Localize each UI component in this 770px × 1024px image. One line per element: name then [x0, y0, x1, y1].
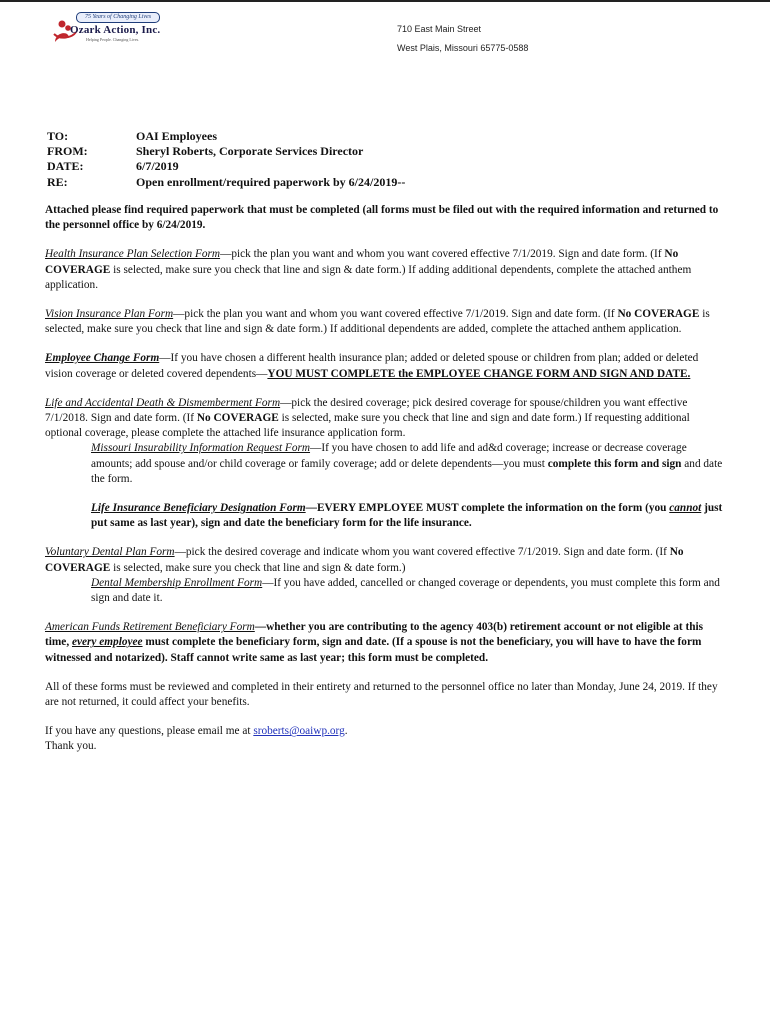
- vision-paragraph: Vision Insurance Plan Form—pick the plan you want and whom you want covered effective 7/1/2019. Sign and date form. (If No COVERAGE is selected, make sure you check that line and sign & date form.) If additional dependents are added, complete the attached anthem application.: [45, 308, 710, 336]
- letterhead-address: [397, 20, 528, 58]
- intro-paragraph: Attached please find required paperwork that must be completed (all forms must be filed out with the required information and returned to the personnel office by 6/24/2019.: [45, 204, 719, 232]
- health-paragraph: Health Insurance Plan Selection Form—pick the plan you want and whom you want covered effective 7/1/2019. Sign and date form. (If No COVERAGE is selected, make sure you check that line and sign & date form.) If adding additional dependents, complete the attached anthem application.: [45, 248, 692, 291]
- vision-form-title: Vision Insurance Plan Form: [45, 308, 174, 321]
- no-coverage-text: No COVERAGE: [45, 546, 684, 574]
- must-complete-text: YOU MUST COMPLETE the EMPLOYEE CHANGE FORM AND SIGN AND DATE.: [267, 367, 691, 380]
- questions-paragraph: If you have any questions, please email me at sroberts@oaiwp.org.: [45, 725, 348, 738]
- address-line-2: West Plais, Missouri 65775-0588: [397, 43, 529, 53]
- no-coverage-text: No COVERAGE: [196, 412, 279, 425]
- logo-banner: 75 Years of Changing Lives: [76, 12, 160, 23]
- memo-date-label: DATE:: [47, 159, 84, 174]
- memo-re-value: Open enrollment/required paperwork by 6/24/2019--: [136, 174, 406, 189]
- life-paragraph: Life and Accidental Death & Dismemberment Form—pick the desired coverage; pick desired coverage for spouse/children you want effective 7/1/2018. Sign and date form. (If No COVERAGE is selected, make sure you check that line and sign and date form.) If requesting additional optional coverage, please complete the attached life insurance application form.: [45, 396, 690, 440]
- dental-form-title: Voluntary Dental Plan Form: [45, 546, 175, 559]
- american-funds-paragraph: American Funds Retirement Beneficiary Form—whether you are contributing to the agency 403(b) retirement account or not eligible at this time, every employee must complete the beneficiary form, sign and date. (If a spouse is not the beneficiary, you will have to have the form witnessed and notarized). Staff cannot write same as last year; this form must be completed.: [45, 621, 704, 664]
- email-link[interactable]: sroberts@oaiwp.org: [253, 725, 345, 738]
- missouri-paragraph: Missouri Insurability Information Request Form—If you have chosen to add life and ad&d coverage; increase or decrease coverage amounts; add spouse and/or child coverage or family coverage; add or delete dependents—you must complete this form and sign and date the form.: [91, 442, 723, 485]
- memo-from-label: FROM:: [47, 144, 88, 159]
- beneficiary-paragraph: Life Insurance Beneficiary Designation Form—EVERY EMPLOYEE MUST complete the information on the form (you cannot just put same as last year), sign and date the beneficiary form for the life insurance.: [91, 502, 723, 530]
- memo-to-label: TO:: [47, 129, 69, 143]
- no-coverage-text: No COVERAGE: [45, 248, 679, 276]
- dental-membership-form-title: Dental Membership Enrollment Form: [91, 576, 263, 589]
- logo-name: Ozark Action, Inc.: [70, 24, 161, 36]
- beneficiary-form-title: Life Insurance Beneficiary Designation Form: [91, 502, 306, 515]
- top-border: [0, 0, 770, 2]
- american-funds-form-title: American Funds Retirement Beneficiary Form: [45, 621, 255, 634]
- health-form-title: Health Insurance Plan Selection Form: [45, 248, 221, 261]
- memo-re-label: RE:: [47, 174, 68, 189]
- closing-paragraph: All of these forms must be reviewed and completed in their entirety and returned to the personnel office no later than Monday, June 24, 2019. If they are not returned, it could affect your benefits.: [45, 680, 718, 709]
- thank-you-text: Thank you.: [45, 740, 97, 753]
- ozark-action-logo: [52, 10, 162, 48]
- memo-body: [45, 203, 727, 769]
- memo-to-value: OAI Employees: [136, 129, 217, 143]
- logo-tagline: Helping People. Changing Lives.: [86, 37, 140, 42]
- change-paragraph: Employee Change Form—If you have chosen a different health insurance plan; added or deleted spouse or children from plan; added or deleted vision coverage or deleted covered dependents—YOU MUST COMPLETE the EMPLOYEE CHANGE FORM AND SIGN AND DATE.: [45, 352, 699, 380]
- memo-date-value: 6/7/2019: [136, 159, 179, 174]
- address-line-1: 710 East Main Street: [397, 24, 482, 34]
- missouri-form-title: Missouri Insurability Information Request Form: [91, 442, 311, 455]
- dental-membership-paragraph: Dental Membership Enrollment Form—If you have added, cancelled or changed coverage or dependents, you must complete this form and sign and date it.: [91, 576, 720, 605]
- memo-from-value: Sheryl Roberts, Corporate Services Director: [136, 144, 364, 159]
- change-form-title: Employee Change Form: [45, 352, 160, 365]
- dental-paragraph: Voluntary Dental Plan Form—pick the desired coverage and indicate whom you want covered effective 7/1/2019. Sign and date form. (If No COVERAGE is selected, make sure you check that line and sign & date form.): [45, 546, 684, 574]
- no-coverage-text: No COVERAGE: [617, 308, 700, 321]
- life-form-title: Life and Accidental Death & Dismemberment Form: [45, 396, 281, 409]
